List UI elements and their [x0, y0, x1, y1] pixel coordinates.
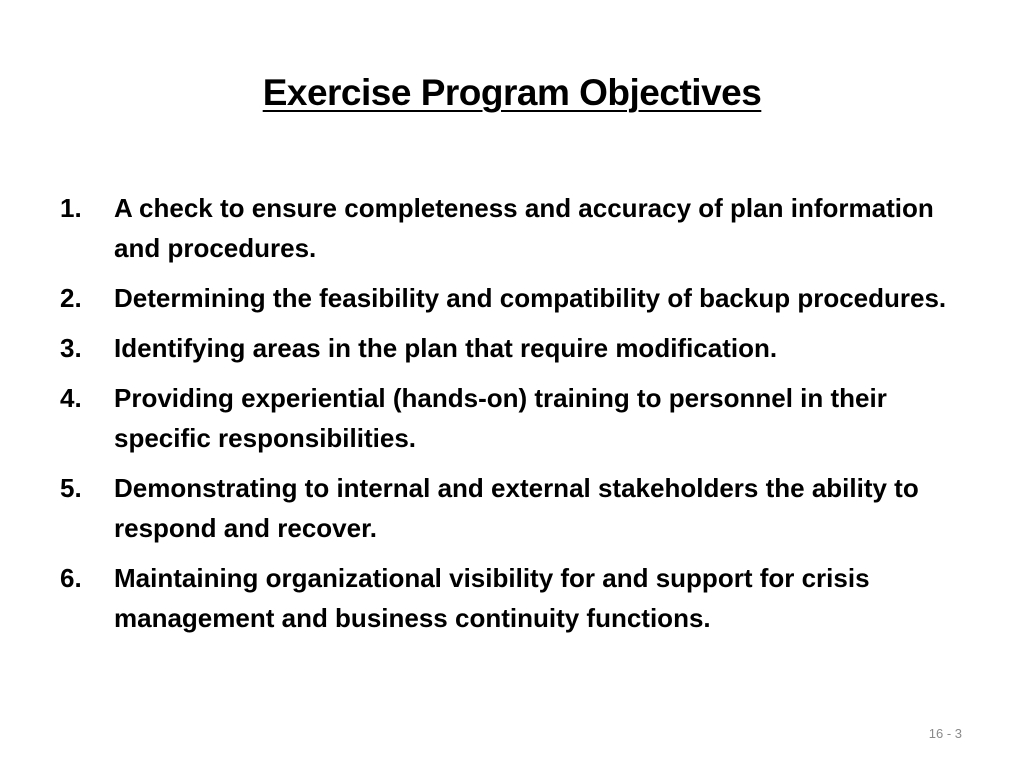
- objectives-list: [60, 188, 960, 648]
- list-item: [60, 328, 960, 368]
- list-item: [60, 468, 960, 548]
- list-item: [60, 278, 960, 318]
- list-item: [60, 378, 960, 458]
- list-item-number: 5.: [60, 473, 82, 503]
- page-number: 16 - 3: [928, 726, 962, 741]
- list-item-text: Determining the feasibility and compatibility of backup procedures.: [114, 283, 947, 313]
- list-item-text: A check to ensure completeness and accuracy of plan information and procedures.: [114, 193, 934, 263]
- list-item-number: 3.: [60, 333, 82, 363]
- slide-title: Exercise Program Objectives: [262, 72, 762, 113]
- list-item-text: Demonstrating to internal and external stakeholders the ability to respond and recover.: [114, 473, 919, 543]
- list-item-number: 1.: [60, 193, 82, 223]
- list-item-number: 4.: [60, 383, 82, 413]
- list-item: [60, 558, 960, 638]
- list-item-number: 6.: [60, 563, 82, 593]
- list-item: [60, 188, 960, 268]
- list-item-text: Identifying areas in the plan that require modification.: [114, 333, 778, 363]
- list-item-text: Maintaining organizational visibility for and support for crisis management and business continuity functions.: [114, 563, 870, 633]
- list-item-number: 2.: [60, 283, 82, 313]
- list-item-text: Providing experiential (hands-on) training to personnel in their specific responsibilities.: [114, 383, 887, 453]
